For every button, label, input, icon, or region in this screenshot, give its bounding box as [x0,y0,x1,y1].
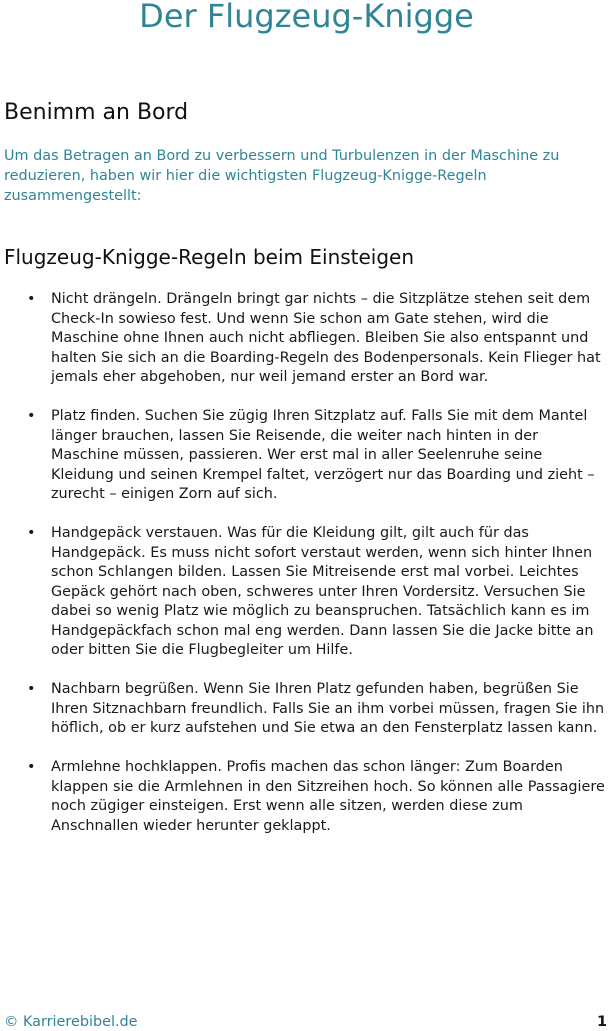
bullet-icon: • [27,525,36,541]
intro-paragraph: Um das Betragen an Bord zu verbessern und Turbulenzen in der Maschine zu reduzieren, haben wir hier die wichtigsten Flugzeug-Knigge-Regeln zusammengestellt: [4,148,560,204]
rule-text: Platz finden. Suchen Sie zügig Ihren Sitzplatz auf. Falls Sie mit dem Mantel länger brauchen, lassen Sie Reisende, die weiter nach hinten in der Maschine müssen, passieren. Wer erst mal in aller Seelenruhe seine Kleidung und seinen Krempel faltet, verzögert nur das Boarding und zieht – zurecht – einigen Zorn auf sich. [51,408,595,502]
rule-text: Nicht drängeln. Drängeln bringt gar nichts – die Sitzplätze stehen seit dem Check-In sowieso fest. Und wenn Sie schon am Gate stehen, wird die Maschine ohne Ihnen auch nicht abfliegen. Bleiben Sie also entspannt und halten Sie sich an die Boarding-Regeln des Bodenpersonals. Kein Flieger hat jemals eher abgehoben, nur weil jemand erster an Bord war. [51,291,601,385]
list-item [0,407,613,505]
bullet-icon: • [27,408,36,424]
list-item [0,290,613,388]
page-number: 1 [596,1014,607,1030]
section-heading: Benimm an Bord [4,100,189,125]
rule-text: Handgepäck verstauen. Was für die Kleidung gilt, gilt auch für das Handgepäck. Es muss nicht sofort verstaut werden, wenn sich hinter Ihnen schon Schlangen bilden. Lassen Sie Mitreisende erst mal vorbei. Leichtes Gepäck gehört nach oben, schweres unter Ihren Vordersitz. Versuchen Sie dabei so wenig Platz wie möglich zu beanspruchen. Tatsächlich kann es im Handgepäckfach schon mal eng werden. Dann lassen Sie die Jacke bitte an oder bitten Sie die Flugbegleiter um Hilfe. [51,525,594,658]
page-title: Der Flugzeug-Knigge [139,0,474,35]
list-item [0,524,613,661]
rule-text: Nachbarn begrüßen. Wenn Sie Ihren Platz gefunden haben, begrüßen Sie Ihren Sitznachbarn freundlich. Falls Sie an ihm vorbei müssen, fragen Sie ihn höflich, ob er kurz aufstehen und Sie etwa an den Fensterplatz lassen kann. [51,681,605,736]
bullet-icon: • [27,759,36,775]
list-item [0,758,613,836]
rule-text: Armlehne hochklappen. Profis machen das schon länger: Zum Boarden klappen sie die Armlehnen in den Sitzreihen hoch. So können alle Passagiere noch zügiger einsteigen. Erst wenn alle sitzen, werden diese zum Anschnallen wieder herunter geklappt. [51,759,605,834]
list-item [0,680,613,739]
subsection-heading: Flugzeug-Knigge-Regeln beim Einsteigen [4,245,415,269]
bullet-icon: • [27,291,36,307]
rules-list [0,290,613,856]
footer-source: © Karrierebibel.de [4,1014,138,1030]
bullet-icon: • [27,681,36,697]
